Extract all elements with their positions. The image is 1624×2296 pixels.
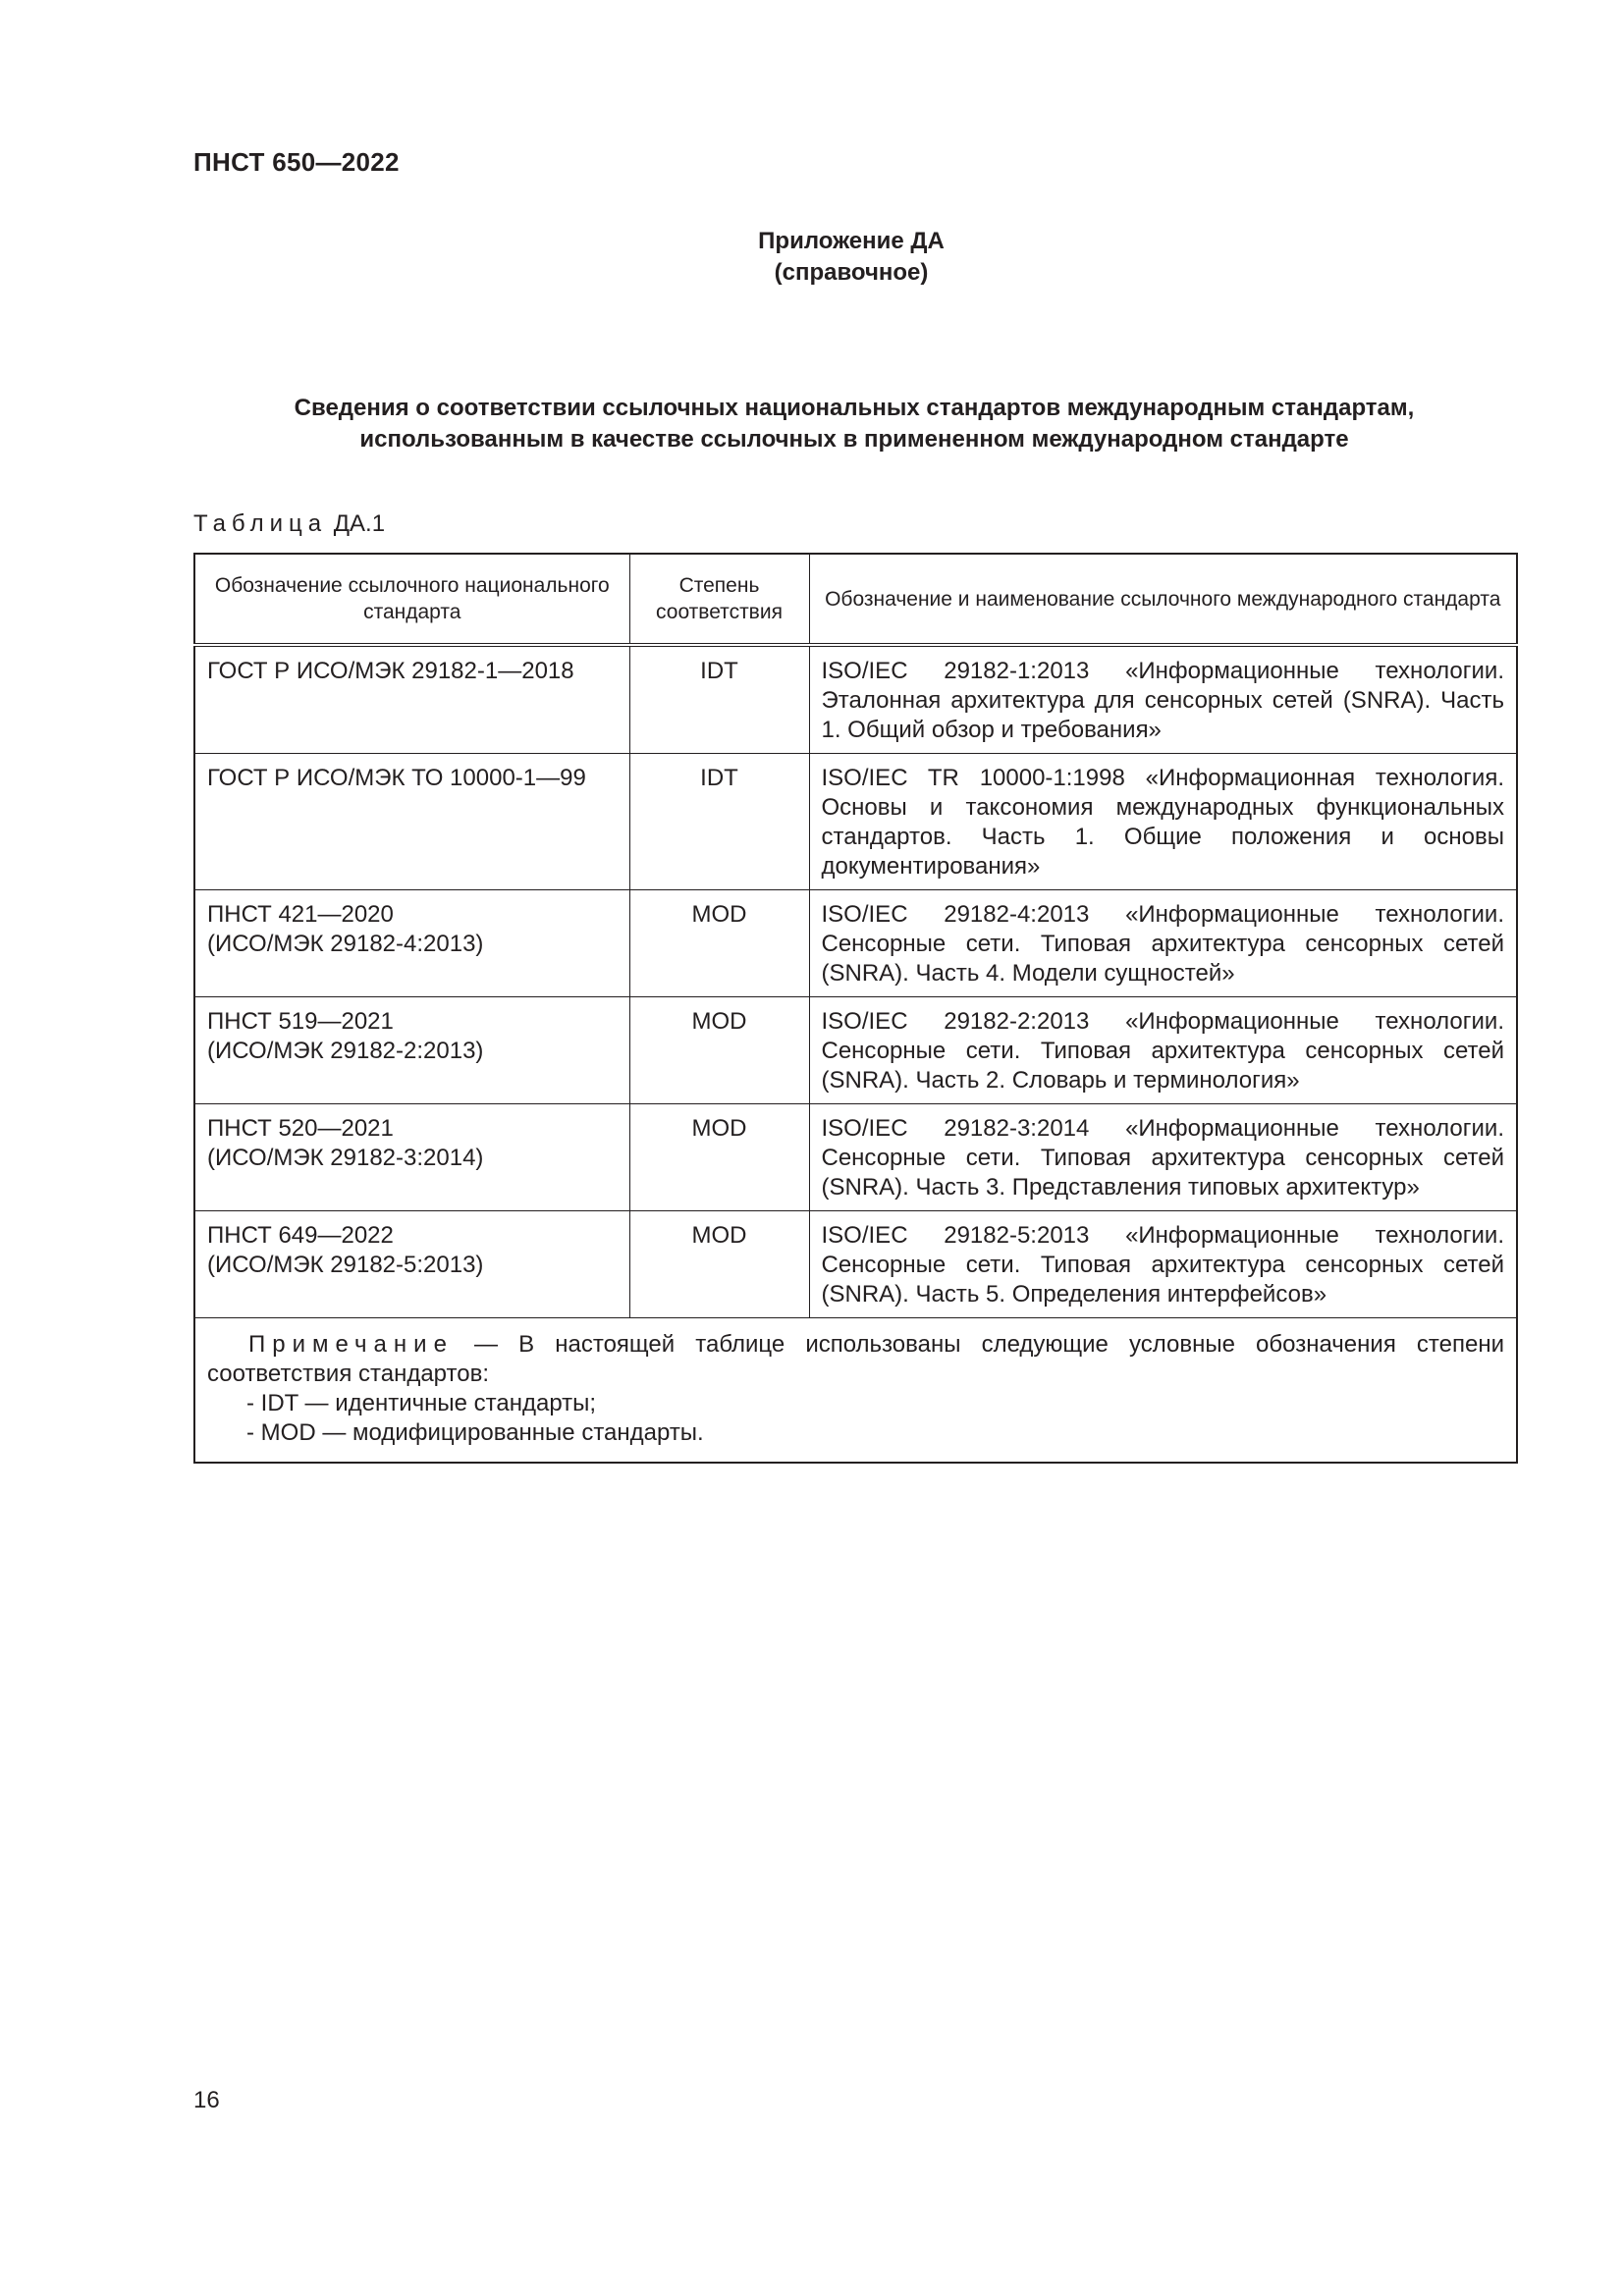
degree-cell: MOD <box>629 1104 809 1211</box>
table-caption <box>193 510 385 538</box>
national-designation: ПНСТ 649—2022 <box>207 1222 394 1249</box>
degree-cell: MOD <box>629 997 809 1104</box>
section-title-line-2: использованным в качестве ссылочных в примененном международном стандарте <box>359 426 1349 453</box>
section-title-line-1: Сведения о соответствии ссылочных национальных стандартов международным стандартам, <box>294 395 1415 421</box>
table-row <box>194 645 1517 754</box>
table-row <box>194 997 1517 1104</box>
degree-cell: MOD <box>629 890 809 997</box>
section-title <box>193 393 1515 455</box>
table-row <box>194 754 1517 890</box>
appendix-heading <box>0 226 1624 289</box>
degree-cell: MOD <box>629 1211 809 1318</box>
note-label: Примечание <box>248 1331 454 1358</box>
international-standard-cell: ISO/IEC 29182-2:2013 «Информационные технологии. Сенсорные сети. Типовая архитектура сенсорных сетей (SNRA). Часть 2. Словарь и терминология» <box>809 997 1517 1104</box>
national-standard-cell <box>194 754 629 890</box>
header-national-standard: Обозначение ссылочного национального стандарта <box>194 554 629 645</box>
international-standard-cell: ISO/IEC 29182-5:2013 «Информационные технологии. Сенсорные сети. Типовая архитектура сенсорных сетей (SNRA). Часть 5. Определения интерфейсов» <box>809 1211 1517 1318</box>
national-equivalent: (ИСО/МЭК 29182-2:2013) <box>207 1038 484 1064</box>
international-standard-cell: ISO/IEC 29182-3:2014 «Информационные технологии. Сенсорные сети. Типовая архитектура сенсорных сетей (SNRA). Часть 3. Представления типовых архитектур» <box>809 1104 1517 1211</box>
national-designation: ГОСТ Р ИСО/МЭК 29182-1—2018 <box>207 658 574 684</box>
page-number: 16 <box>193 2087 220 2113</box>
table-row <box>194 1104 1517 1211</box>
international-standard-cell: ISO/IEC 29182-4:2013 «Информационные технологии. Сенсорные сети. Типовая архитектура сенсорных сетей (SNRA). Часть 4. Модели сущностей» <box>809 890 1517 997</box>
national-standard-cell <box>194 1211 629 1318</box>
national-designation: ГОСТ Р ИСО/МЭК ТО 10000-1—99 <box>207 765 586 791</box>
header-international-standard: Обозначение и наименование ссылочного международного стандарта <box>809 554 1517 645</box>
degree-cell: IDT <box>629 754 809 890</box>
national-designation: ПНСТ 519—2021 <box>207 1008 394 1035</box>
document-code: ПНСТ 650—2022 <box>193 147 400 177</box>
note-item-mod: - MOD — модифицированные стандарты. <box>246 1419 704 1446</box>
national-equivalent: (ИСО/МЭК 29182-3:2014) <box>207 1145 484 1171</box>
table-note-row <box>194 1318 1517 1464</box>
table-row <box>194 890 1517 997</box>
table-caption-number: ДА.1 <box>333 510 386 537</box>
national-equivalent: (ИСО/МЭК 29182-5:2013) <box>207 1252 484 1278</box>
note-item-idt: - IDT — идентичные стандарты; <box>246 1390 597 1416</box>
table-header-row <box>194 554 1517 645</box>
international-standard-cell: ISO/IEC TR 10000-1:1998 «Информационная технология. Основы и таксономия международных функциональных стандартов. Часть 1. Общие положения и основы документирования» <box>809 754 1517 890</box>
table-caption-label: Таблица <box>193 510 328 537</box>
national-equivalent: (ИСО/МЭК 29182-4:2013) <box>207 931 484 957</box>
international-standard-cell: ISO/IEC 29182-1:2013 «Информационные технологии. Эталонная архитектура для сенсорных сетей (SNRA). Часть 1. Общий обзор и требования» <box>809 645 1517 754</box>
table-note <box>194 1318 1517 1464</box>
national-designation: ПНСТ 520—2021 <box>207 1115 394 1142</box>
standards-correspondence-table <box>193 553 1518 1464</box>
appendix-subtitle: (справочное) <box>774 259 929 286</box>
appendix-title: Приложение ДА <box>758 228 945 254</box>
national-standard-cell <box>194 1104 629 1211</box>
note-text: — В настоящей таблице использованы следующие условные обозначения степени соответствия стандартов: <box>207 1331 1504 1387</box>
degree-cell: IDT <box>629 645 809 754</box>
national-designation: ПНСТ 421—2020 <box>207 901 394 928</box>
national-standard-cell <box>194 645 629 754</box>
table-row <box>194 1211 1517 1318</box>
header-degree: Степень соответствия <box>629 554 809 645</box>
national-standard-cell <box>194 997 629 1104</box>
national-standard-cell <box>194 890 629 997</box>
